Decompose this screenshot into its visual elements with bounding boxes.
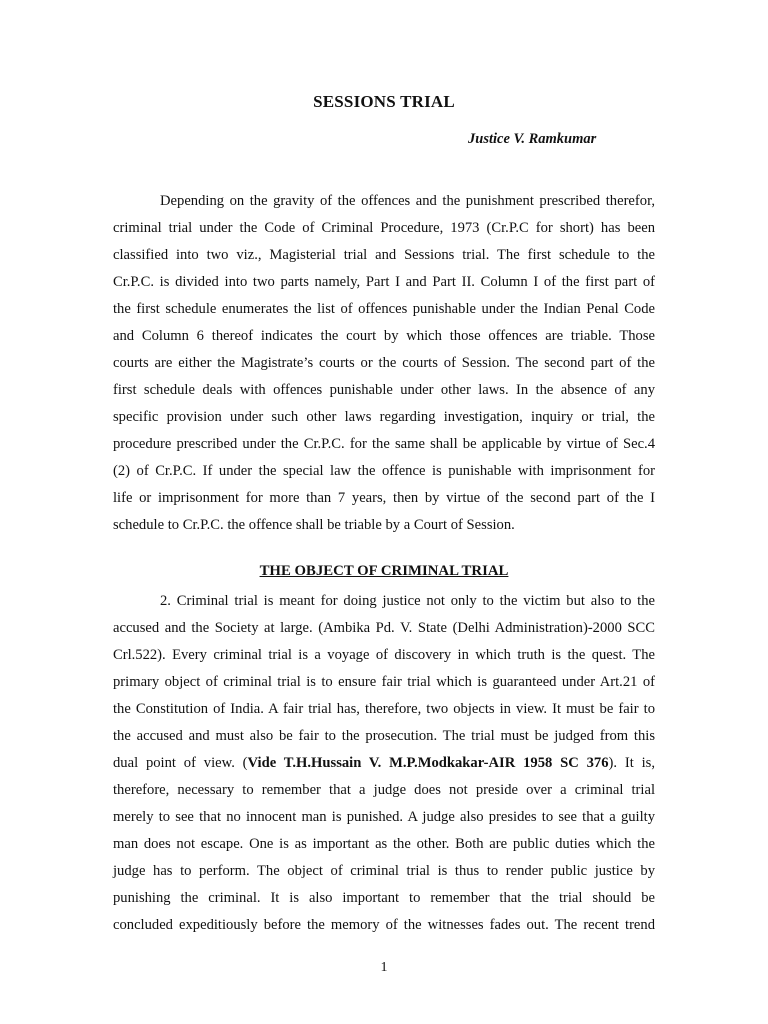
paragraph-line: Depending on the gravity of the offences and the punishment prescribed therefor,	[160, 193, 655, 209]
paragraph-line: judge has to perform. The object of criminal trial is thus to render public justice by	[113, 863, 655, 879]
paragraph-line: the Constitution of India. A fair trial has, therefore, two objects in view. It must be fair to	[113, 701, 655, 717]
paragraph-line: first schedule deals with offences punishable under other laws. In the absence of any	[113, 382, 655, 398]
paragraph-line: procedure prescribed under the Cr.P.C. for the same shall be applicable by virtue of Sec.4	[113, 436, 655, 452]
paragraph-line: concluded expeditiously before the memory of the witnesses fades out. The recent trend	[113, 917, 655, 933]
paragraph-line: punishing the criminal. It is also important to remember that the trial should be	[113, 890, 655, 906]
page-number: 1	[380, 960, 388, 975]
paragraph-text: dual point of view. (	[113, 755, 248, 771]
paragraph-line: life or imprisonment for more than 7 years, then by virtue of the second part of the I	[113, 490, 655, 506]
paragraph-line: 2. Criminal trial is meant for doing justice not only to the victim but also to the	[160, 593, 655, 609]
paragraph-line: schedule to Cr.P.C. the offence shall be triable by a Court of Session.	[113, 517, 515, 533]
paragraph-line: primary object of criminal trial is to ensure fair trial which is guaranteed under Art.21 of	[113, 674, 655, 690]
paragraph-line: the first schedule enumerates the list of offences punishable under the Indian Penal Code	[113, 301, 655, 317]
section-heading: THE OBJECT OF CRIMINAL TRIAL	[259, 563, 509, 579]
paragraph-line: the accused and must also be fair to the prosecution. The trial must be judged from this	[113, 728, 655, 744]
paragraph-line: classified into two viz., Magisterial trial and Sessions trial. The first schedule to the	[113, 247, 655, 263]
paragraph-line: therefore, necessary to remember that a judge does not preside over a criminal trial	[113, 782, 655, 798]
paragraph-line: criminal trial under the Code of Criminal Procedure, 1973 (Cr.P.C for short) has been	[113, 220, 655, 236]
paragraph-line: Crl.522). Every criminal trial is a voyage of discovery in which truth is the quest. The	[113, 647, 655, 663]
paragraph-line: accused and the Society at large. (Ambika Pd. V. State (Delhi Administration)-2000 SCC	[113, 620, 655, 636]
paragraph-text: ). It is,	[608, 755, 655, 771]
paragraph-line: (2) of Cr.P.C. If under the special law the offence is punishable with imprisonment for	[113, 463, 655, 479]
paragraph-line: man does not escape. One is as important as the other. Both are public duties which the	[113, 836, 655, 852]
paragraph-line: courts are either the Magistrate’s courts or the courts of Session. The second part of the	[113, 355, 655, 371]
paragraph-line: merely to see that no innocent man is punished. A judge also presides to see that a guilty	[113, 809, 655, 825]
case-citation: Vide T.H.Hussain V. M.P.Modkakar-AIR 1958 SC 376	[247, 755, 609, 771]
paragraph-line: specific provision under such other laws regarding investigation, inquiry or trial, the	[113, 409, 655, 425]
paragraph-line: and Column 6 thereof indicates the court by which those offences are triable. Those	[113, 328, 655, 344]
document-title: SESSIONS TRIAL	[313, 92, 455, 111]
paragraph-line: Cr.P.C. is divided into two parts namely, Part I and Part II. Column I of the first part of	[113, 274, 655, 290]
author-name: Justice V. Ramkumar	[468, 131, 597, 147]
paragraph-line-with-citation	[113, 753, 655, 773]
